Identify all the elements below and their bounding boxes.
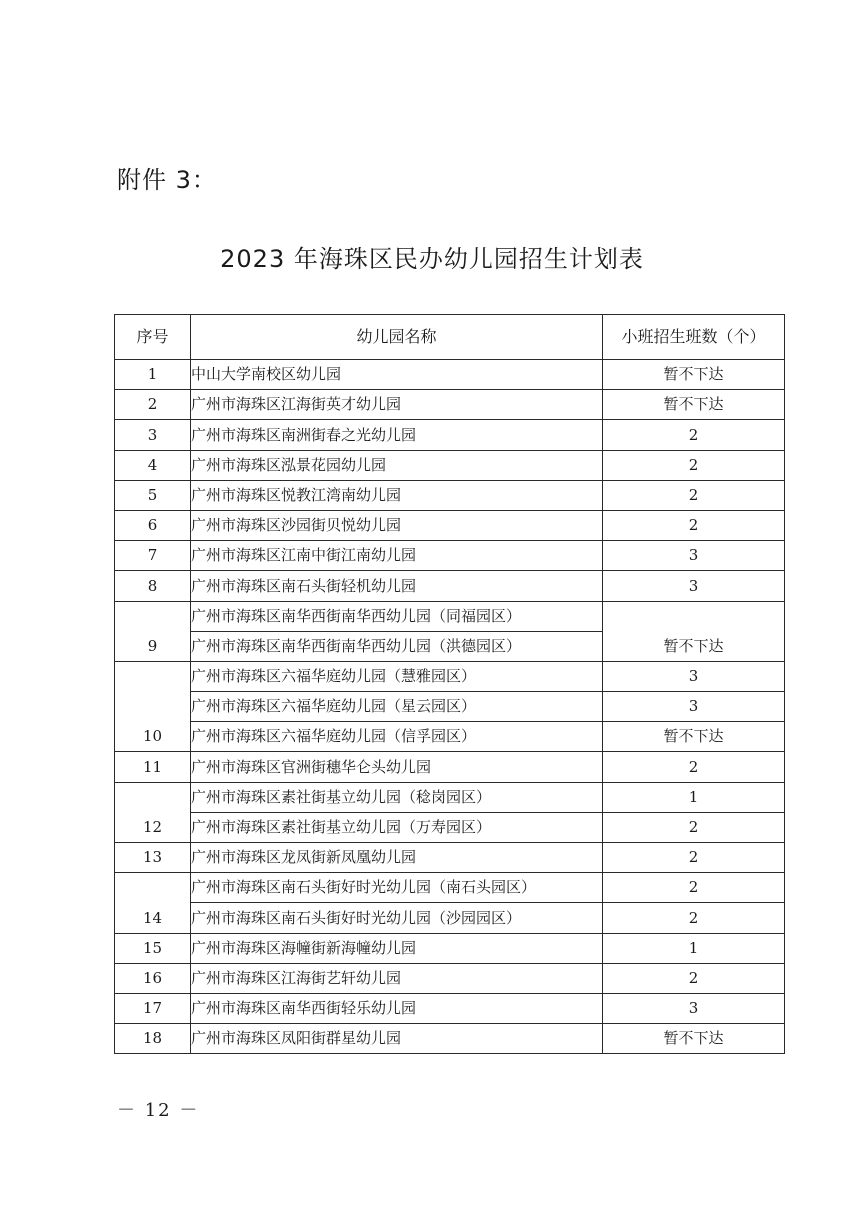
class-count: 3 xyxy=(603,993,785,1023)
kindergarten-name: 广州市海珠区六福华庭幼儿园（信孚园区） xyxy=(191,722,603,752)
row-seq: 14 xyxy=(115,873,191,933)
class-count: 2 xyxy=(603,480,785,510)
table-row xyxy=(115,1024,785,1054)
table-row xyxy=(115,661,785,691)
row-seq: 13 xyxy=(115,843,191,873)
class-count: 2 xyxy=(603,963,785,993)
kindergarten-name: 广州市海珠区凤阳街群星幼儿园 xyxy=(191,1024,603,1054)
class-count: 3 xyxy=(603,692,785,722)
class-count: 1 xyxy=(603,933,785,963)
enrollment-plan-table xyxy=(114,314,785,1054)
table-row xyxy=(115,480,785,510)
kindergarten-name: 广州市海珠区南石头街轻机幼儿园 xyxy=(191,571,603,601)
class-count: 2 xyxy=(603,843,785,873)
table-row xyxy=(115,812,785,842)
kindergarten-name: 广州市海珠区江海街英才幼儿园 xyxy=(191,390,603,420)
class-count: 2 xyxy=(603,812,785,842)
kindergarten-name: 广州市海珠区南石头街好时光幼儿园（沙园园区） xyxy=(191,903,603,933)
row-seq: 7 xyxy=(115,541,191,571)
class-count: 暂不下达 xyxy=(603,360,785,390)
row-seq: 6 xyxy=(115,510,191,540)
row-seq: 5 xyxy=(115,480,191,510)
row-seq: 4 xyxy=(115,450,191,480)
table-row xyxy=(115,541,785,571)
kindergarten-name: 广州市海珠区南华西街南华西幼儿园（同福园区） xyxy=(191,601,603,631)
table-row xyxy=(115,963,785,993)
table-row xyxy=(115,510,785,540)
row-seq: 11 xyxy=(115,752,191,782)
class-count: 2 xyxy=(603,510,785,540)
row-seq: 3 xyxy=(115,420,191,450)
row-seq: 18 xyxy=(115,1024,191,1054)
kindergarten-name: 广州市海珠区素社街基立幼儿园（稔岗园区） xyxy=(191,782,603,812)
table-body xyxy=(115,360,785,1054)
class-count: 3 xyxy=(603,661,785,691)
table-row xyxy=(115,601,785,631)
class-count: 2 xyxy=(603,873,785,903)
class-count: 2 xyxy=(603,420,785,450)
kindergarten-name: 广州市海珠区泓景花园幼儿园 xyxy=(191,450,603,480)
table-row xyxy=(115,873,785,903)
table-row xyxy=(115,420,785,450)
table-row xyxy=(115,360,785,390)
class-count: 暂不下达 xyxy=(603,1024,785,1054)
column-header-name: 幼儿园名称 xyxy=(191,315,603,360)
kindergarten-name: 广州市海珠区龙凤街新凤凰幼儿园 xyxy=(191,843,603,873)
table-row xyxy=(115,993,785,1023)
class-count: 2 xyxy=(603,450,785,480)
kindergarten-name: 广州市海珠区六福华庭幼儿园（星云园区） xyxy=(191,692,603,722)
row-seq: 10 xyxy=(115,661,191,752)
table-row xyxy=(115,843,785,873)
row-seq: 17 xyxy=(115,993,191,1023)
class-count: 暂不下达 xyxy=(603,390,785,420)
kindergarten-name: 广州市海珠区海幢街新海幢幼儿园 xyxy=(191,933,603,963)
row-seq: 1 xyxy=(115,360,191,390)
table-row xyxy=(115,722,785,752)
table-row xyxy=(115,692,785,722)
row-seq: 9 xyxy=(115,601,191,661)
row-seq: 16 xyxy=(115,963,191,993)
table-row xyxy=(115,390,785,420)
class-count: 3 xyxy=(603,541,785,571)
table-row xyxy=(115,752,785,782)
attachment-label: 附件 3： xyxy=(117,166,217,194)
table-row xyxy=(115,450,785,480)
class-count: 1 xyxy=(603,782,785,812)
kindergarten-name: 广州市海珠区悦教江湾南幼儿园 xyxy=(191,480,603,510)
kindergarten-name: 广州市海珠区南华西街南华西幼儿园（洪德园区） xyxy=(191,631,603,661)
table-row xyxy=(115,903,785,933)
kindergarten-name: 广州市海珠区江海街艺轩幼儿园 xyxy=(191,963,603,993)
kindergarten-name: 广州市海珠区沙园街贝悦幼儿园 xyxy=(191,510,603,540)
class-count: 2 xyxy=(603,903,785,933)
kindergarten-name: 广州市海珠区六福华庭幼儿园（慧雅园区） xyxy=(191,661,603,691)
kindergarten-name: 广州市海珠区素社街基立幼儿园（万寿园区） xyxy=(191,812,603,842)
table-row xyxy=(115,933,785,963)
row-seq: 15 xyxy=(115,933,191,963)
page-number: － 12 － xyxy=(117,1100,200,1121)
row-seq: 8 xyxy=(115,571,191,601)
page-title: 2023 年海珠区民办幼儿园招生计划表 xyxy=(220,245,644,273)
kindergarten-name: 广州市海珠区南洲街春之光幼儿园 xyxy=(191,420,603,450)
column-header-count: 小班招生班数（个） xyxy=(603,315,785,360)
kindergarten-name: 广州市海珠区江南中街江南幼儿园 xyxy=(191,541,603,571)
class-count: 3 xyxy=(603,571,785,601)
kindergarten-name: 广州市海珠区南石头街好时光幼儿园（南石头园区） xyxy=(191,873,603,903)
class-count: 暂不下达 xyxy=(603,601,785,661)
row-seq: 12 xyxy=(115,782,191,842)
row-seq: 2 xyxy=(115,390,191,420)
class-count: 暂不下达 xyxy=(603,722,785,752)
kindergarten-name: 广州市海珠区官洲街穗华仑头幼儿园 xyxy=(191,752,603,782)
table-row xyxy=(115,782,785,812)
table-header-row xyxy=(115,315,785,360)
kindergarten-name: 广州市海珠区南华西街轻乐幼儿园 xyxy=(191,993,603,1023)
class-count: 2 xyxy=(603,752,785,782)
table-row xyxy=(115,571,785,601)
column-header-seq: 序号 xyxy=(115,315,191,360)
kindergarten-name: 中山大学南校区幼儿园 xyxy=(191,360,603,390)
